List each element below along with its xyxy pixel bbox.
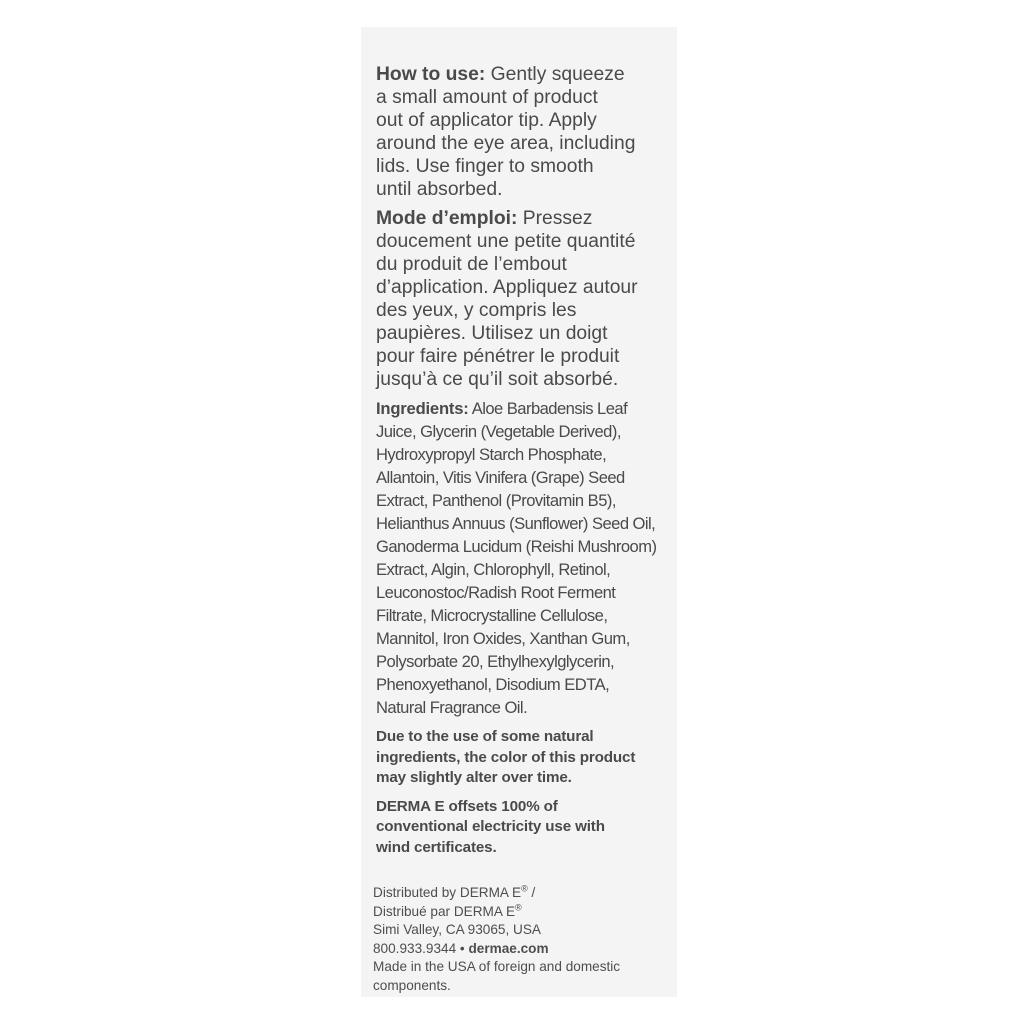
how-to-use-section [376,63,676,201]
website-link: dermae.com [468,940,549,956]
distributed-by-text: Distributed by DERMA E [373,885,522,900]
ingredients-text: Aloe Barbadensis Leaf Juice, Glycerin (Vegetable Derived), Hydroxypropyl Starch Phosphate, Allantoin, Vitis Vinifera (Grape) Seed Extract, Panthenol (Provitamin B5), Helianthus Annuus (Sunflower) Seed Oil, Ganoderma Lucidum (Reishi Mushroom) Extract, Algin, Chlorophyll, Retinol, Leuconostoc/Radish Root Ferment Filtrate, Microcrystalline Cellulose, Mannitol, Iron Oxides, Xanthan Gum, Polysorbate 20, Ethylhexylglycerin, Phenoxyethanol, Disodium EDTA, Natural Fragrance Oil. [376,399,657,717]
registered-mark: ® [515,901,522,912]
product-label-panel [361,27,677,997]
ingredients-label: Ingredients: [376,399,469,418]
made-in-text: Made in the USA of foreign and domestic components. [373,959,621,993]
phone-text: 800.933.9344 • [373,940,469,956]
distributor-info [373,884,673,995]
distribue-par-text: Distribué par DERMA E [373,903,516,919]
color-note: Due to the use of some natural ingredients, the color of this product may slightly alter over time. [376,728,636,786]
mode-emploi-label: Mode d’emploi: [376,208,518,229]
mode-emploi-text: Pressez doucement une petite quantité du produit de l’embout d’application. Appliquez autour des yeux, y compris les paupières. Utilisez un doigt pour faire pénétrer le produit jusqu’à ce qu’il soit absorbé. [376,208,638,390]
how-to-use-text: Gently squeeze a small amount of product out of applicator tip. Apply around the eye area, including lids. Use finger to smooth until absorbed. [376,64,636,200]
ingredients-section [376,397,676,719]
how-to-use-label: How to use: [376,64,486,85]
registered-mark: ® [521,883,528,894]
distributed-by-suffix: / [527,885,536,900]
address-text: Simi Valley, CA 93065, USA [373,922,541,937]
mode-emploi-section [376,207,676,391]
wind-note: DERMA E offsets 100% of conventional electricity use with wind certificates. [376,797,605,856]
